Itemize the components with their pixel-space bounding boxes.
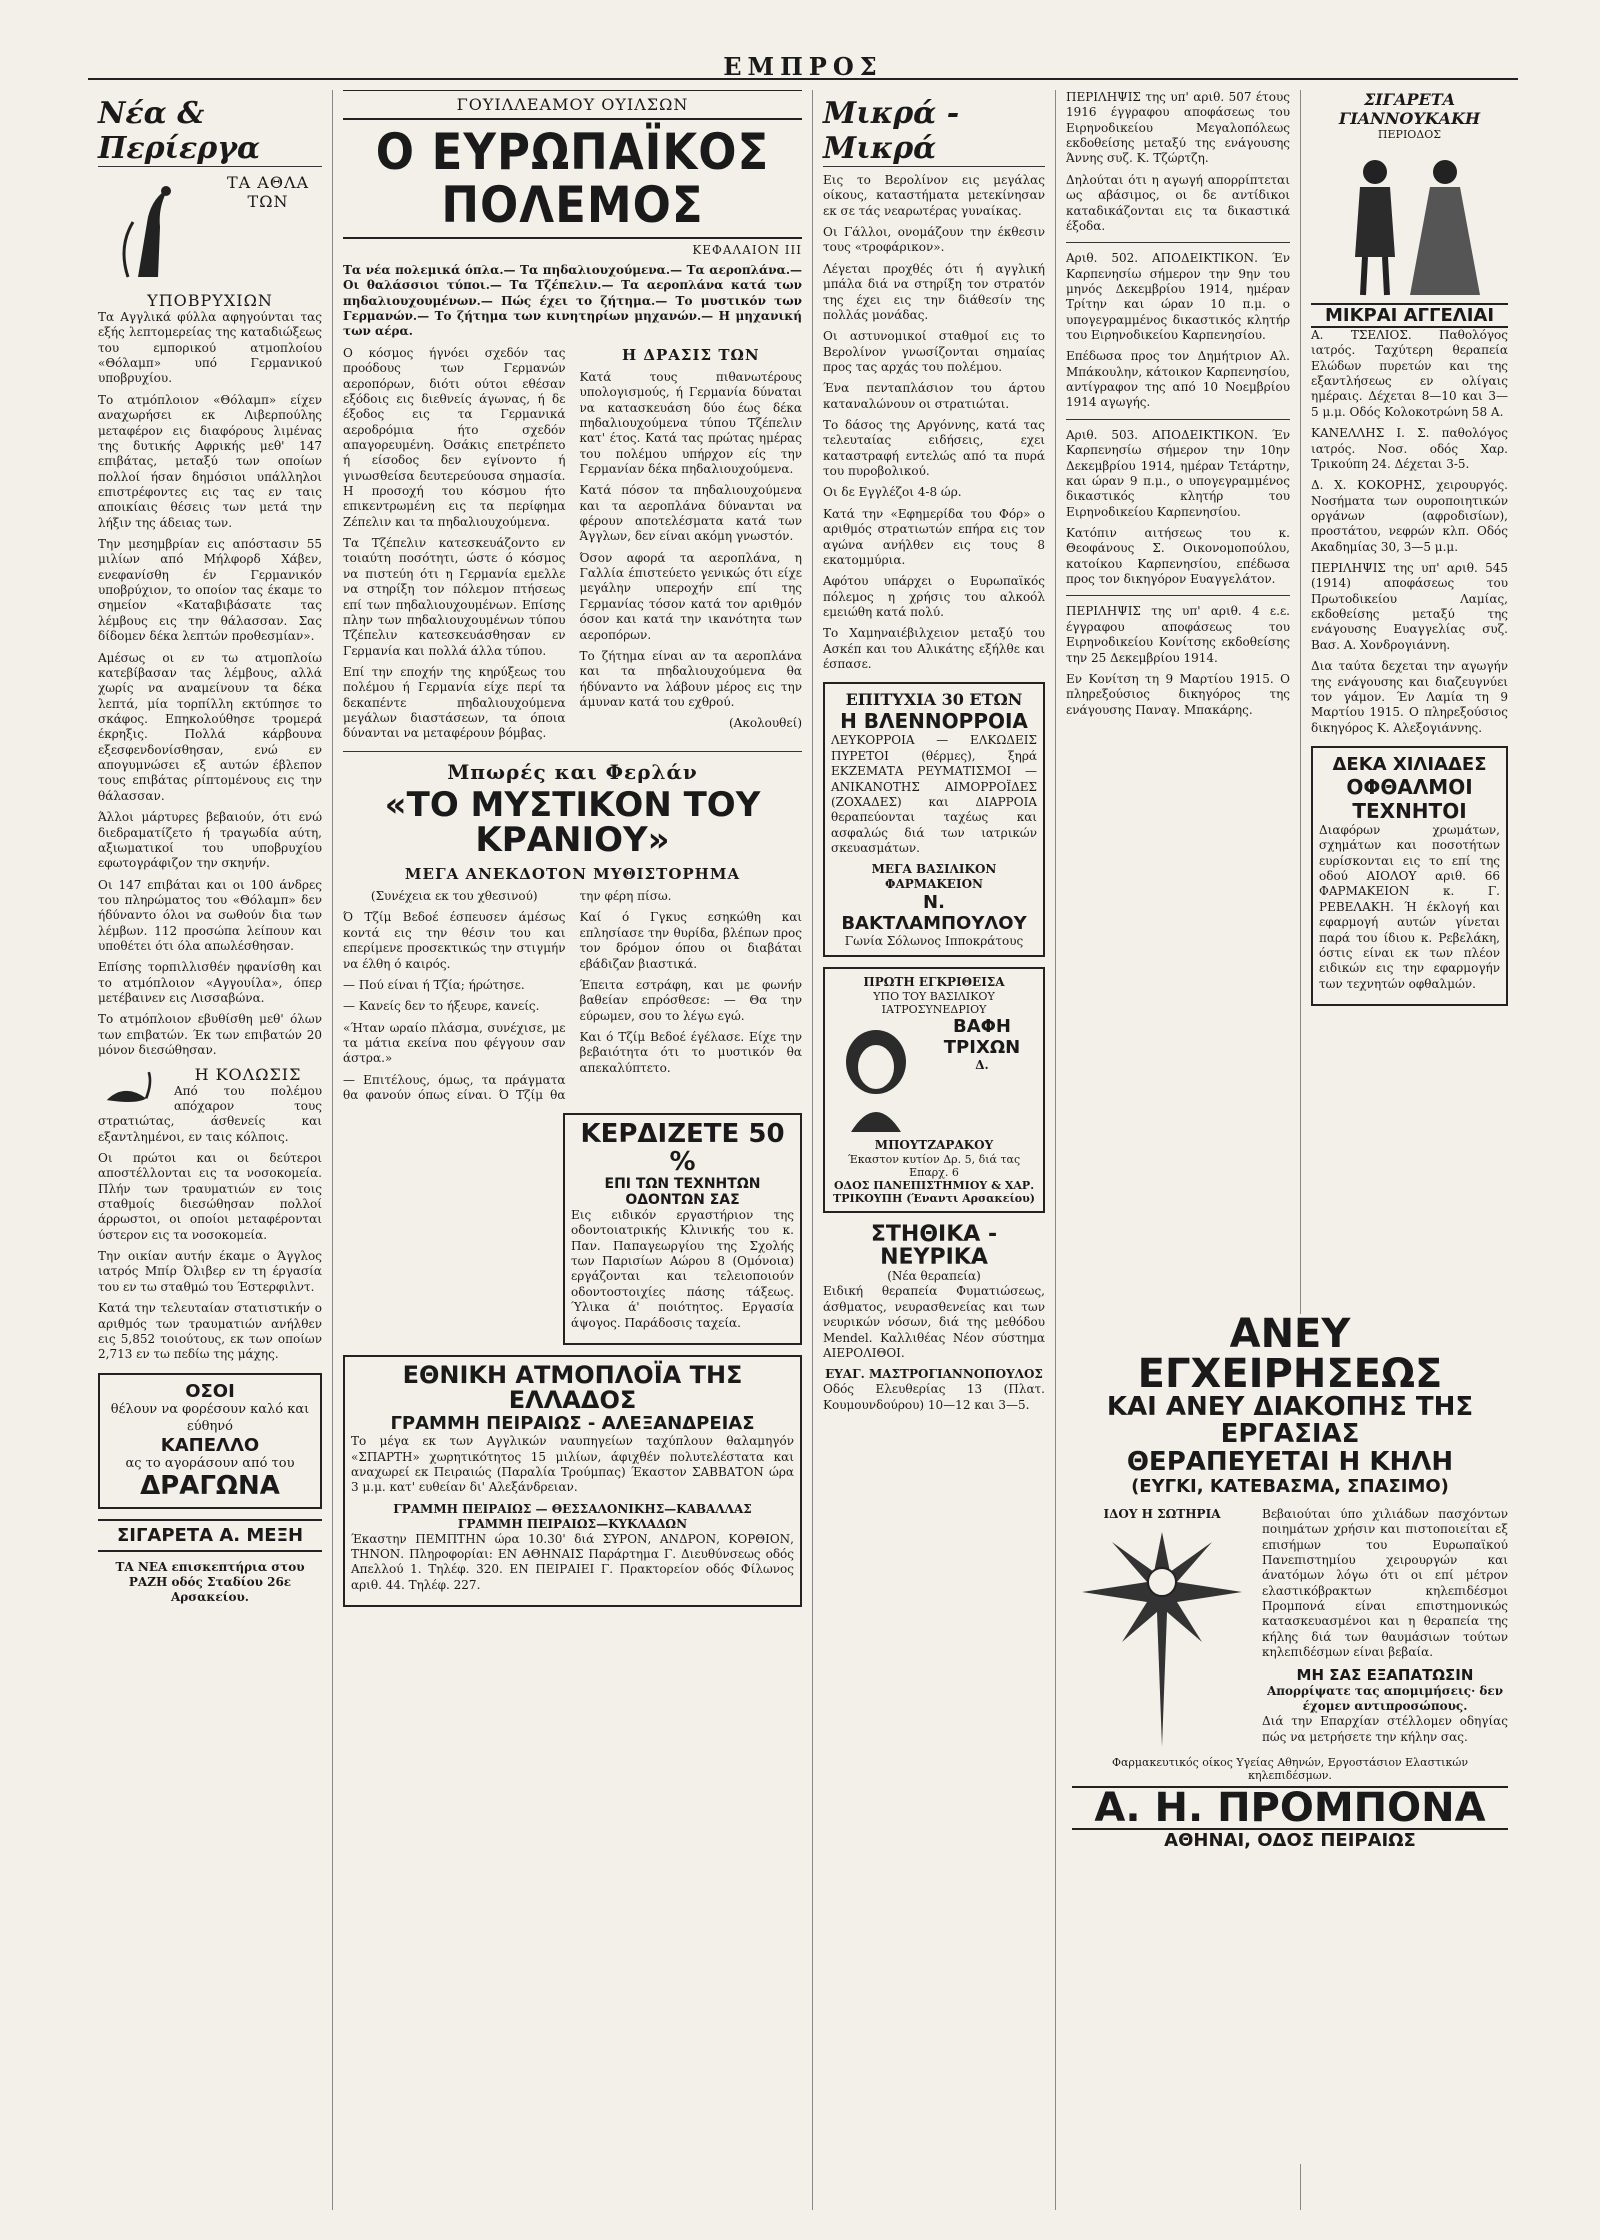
ad-line: ΕΠΙΤΥΧΙΑ 30 ΕΤΩΝ bbox=[845, 690, 1023, 710]
figure-label: ΙΔΟΥ Η ΣΩΤΗΡΙΑ bbox=[1103, 1506, 1221, 1521]
article-paragraph: Και ό Τζίμ Βεδοέ έγέλασε. Είχε την βεβαιότητα ότι το μυστικόν θα απεκαλύπτετο. bbox=[579, 1030, 802, 1075]
ad-line: ΜΗ ΣΑΣ ΕΞΑΠΑΤΩΣΙΝ bbox=[1296, 1666, 1474, 1685]
ad-text: Οδός Ελευθερίας 13 (Πλατ. Κουμουνδούρου) 10—12 και 3—5. bbox=[823, 1382, 1045, 1412]
news-item: Κατά την «Εφημερίδα του Φόρ» ο αριθμός στρατιωτών επήρα εις τον αγώνα ανήλθεν εις τους 8 εκατομμύρια. bbox=[823, 506, 1045, 567]
ad-address: ΑΘΗΝΑΙ, ΟΔΟΣ ΠΕΙΡΑΙΩΣ bbox=[1164, 1829, 1416, 1851]
ad-line: Δ. ΜΠΟΥΤΖΑΡΑΚΟΥ bbox=[874, 1058, 994, 1153]
continued-note: (Ακολουθεί) bbox=[728, 716, 802, 731]
serial-body bbox=[343, 889, 802, 1103]
ad-line: Γωνία Σόλωνος Ιπποκράτους bbox=[844, 934, 1024, 949]
ad-line: ΘΕΡΑΠΕΥΕΤΑΙ Η ΚΗΛΗ bbox=[1126, 1446, 1454, 1477]
ad-text: Διά την Επαρχίαν στέλλομεν οδηγίας πώς να μετρήσετε την κήλην σας. bbox=[1262, 1714, 1508, 1744]
ad-line: ας το αγοράσουν από του bbox=[125, 1456, 295, 1472]
woman-portrait-icon bbox=[831, 1022, 921, 1132]
ad-line: (ΕΥΓΚΙ, ΚΑΤΕΒΑΣΜΑ, ΣΠΑΣΙΜΟ) bbox=[1131, 1475, 1449, 1497]
hernia-advertisement bbox=[1062, 1311, 1518, 2164]
news-item: Οι δε Εγγλέζοι 4-8 ώρ. bbox=[823, 485, 962, 500]
article-subhead: Η ΔΡΑΣΙΣ ΤΩΝ bbox=[621, 345, 760, 364]
ad-title: ΣΤΗΘΙΚΑ - ΝΕΥΡΙΚΑ bbox=[870, 1222, 998, 1271]
ad-line: ΓΡΑΜΜΗ ΠΕΙΡΑΙΩΣ - ΑΛΕΞΑΝΔΡΕΙΑΣ bbox=[390, 1413, 755, 1435]
news-item: Οι Γάλλοι, ονομάζουν την έκθεσιν τους «τροφάρικον». bbox=[823, 225, 1045, 255]
ad-brand: Α. Η. ΠΡΟΜΠΟΝΑ bbox=[1072, 1786, 1508, 1830]
article-paragraph: Την μεσημβρίαν εις απόστασιν 55 μιλίων από Μήλφορδ Χάβεν, ενεφανίσθη έν Γερμανικόν υποβρύχιον, το οποίον τας έκαμε το σημείον «Καταβιβάσατε τας λέμβους εις την θάλασσαν. Σας δίδομεν δέκα λεπτών προθεσμίαν». bbox=[98, 537, 322, 644]
article-paragraph: Το ζήτημα είναι αν τα αεροπλάνα και τα πηδαλιουχούμενα θα ήδύναντο να λάβουν μέρος εις την άμυναν κατά του εχθρού. bbox=[579, 648, 802, 709]
divider bbox=[343, 751, 802, 752]
ad-line: Απορρίψατε τας απομιμήσεις· δεν έχομεν αντιπροσώπους. bbox=[1266, 1684, 1504, 1714]
article-kicker: ΤΑ ΑΘΛΑ ΤΩΝ ΥΠΟΒΡΥΧΙΩΝ bbox=[147, 173, 310, 310]
article-body bbox=[343, 346, 802, 743]
ad-line: ΓΡΑΜΜΗ ΠΕΙΡΑΙΩΣ — ΘΕΣΣΑΛΟΝΙΚΗΣ—ΚΑΒΑΛΛΑΣ bbox=[393, 1501, 752, 1516]
ad-subtitle: ΕΠΙ ΤΩΝ ΤΕΧΝΗΤΩΝ ΟΔΟΝΤΩΝ ΣΑΣ bbox=[604, 1176, 761, 1209]
legal-notice: Εν Κονίτση τη 9 Μαρτίου 1915. Ο πληρεξούσιος δικηγόρος της ενάγουσης Παναγ. Μπακάρης. bbox=[1066, 671, 1290, 717]
article-paragraph: Αμέσως οι εν τω ατμοπλοίω κατεβίβασαν τας λέμβους, αλλά χωρίς να αναμείνουν τα δέκα λεπτά, μία τορπίλλη εκτύπησε το σκάφος. Επηκολούθησε τρομερά έκρηξις. Πολλά κάρβουνα εξεσφενδονίσθησαν, ενώ εν απογυμνώσει εξ αυτών έβλεπον τους επιβάτας ρίπτομένους εις την θάλασσαν. bbox=[98, 650, 322, 803]
newspaper-title: ΕΜΠΡΟΣ bbox=[723, 52, 883, 81]
classified-ad: Δια ταύτα δεχεται την αγωγήν της ενάγουσης και διαζευγνύει τον γάμον. Έν Λαμία τη 9 Μαρτίου 1915. Ο πληρεξούσιος δικηγόρος Κ. Αλεξογιάννης. bbox=[1311, 659, 1508, 735]
article-paragraph: Κατά πόσον τα πηδαλιουχούμενα και τα αεροπλάνα δύνανται να φέρουν αποτελέσματα κατά των Άγγλων, δεν είναι ακόμη γνωστόν. bbox=[579, 483, 802, 544]
article-paragraph: — Κανείς δεν το ήξευρε, κανείς. bbox=[343, 999, 540, 1014]
article-paragraph: Ό Τζίμ Βεδοέ έσπευσεν άμέσως κοντά εις την θέσιν του και επερίμενε προσεκτικώς την στιγμήν να έλθη ό καιρός. bbox=[343, 910, 566, 971]
article-title: Ο ΕΥΡΩΠΑΪΚΟΣ ΠΟΛΕΜΟΣ bbox=[343, 118, 802, 239]
article-paragraph: Το ατμόπλοιον εβυθίσθη μεθ' όλων των επιβατών. Έκ των επιβατών 20 μόνον διεσώθησαν. bbox=[98, 1012, 322, 1058]
serial-continued: (Συνέχεια εκ του χθεσινού) bbox=[370, 889, 538, 904]
article-paragraph: Κατά την τελευταίαν στατιστικήν ο αριθμός των τραυματιών ανήλθεν εις 5,852 τοιούτους, εκ των οποίων 2,713 εν τω πεδίω της μάχης. bbox=[98, 1301, 322, 1362]
article-paragraph: Από του πολέμου απόχαρον τους στρατιώτας, άσθενείς και εξαντλημένοι, εν ταις κόλποις. bbox=[98, 1083, 322, 1144]
news-item: Το δάσος της Αργόννης, κατά τας τελευταίας ειδήσεις, εχει καταστραφή εντελώς από τα πυρά του πυροβολικού. bbox=[823, 418, 1045, 479]
classified-ad: Α. ΤΣΕΛΙΟΣ. Παθολόγος ιατρός. Ταχύτερη θεραπεία Ελώδων πυρετών και της εξαντλήσεως εν ολίγαις ημέραις. Δέχεται 8—10 και 3—5 μ.μ. Οδός Κολοκοτρώνη 58 Α. bbox=[1311, 328, 1508, 419]
ad-line: ΟΣΟΙ bbox=[185, 1380, 235, 1402]
classified-ad: ΠΕΡΙΛΗΨΙΣ της υπ' αριθ. 545 (1914) αποφάσεως του Πρωτοδικείου Λαμίας, εκδοθείσης μεταξύ της ενάγουσης Ευαγγελίας συζ. Βασ. Α. Χονδρογιάννη. bbox=[1311, 561, 1508, 652]
ad-line: ΔΡΑΓΩΝΑ bbox=[140, 1471, 280, 1502]
serial-subtitle: ΜΕΓΑ ΑΝΕΚΔΟΤΟΝ ΜΥΘΙΣΤΟΡΗΜΑ bbox=[404, 865, 741, 884]
column-short-news bbox=[813, 90, 1056, 2210]
ad-line: Ν. ΒΑΚΤΛΑΜΠΟΥΛΟΥ bbox=[841, 892, 1027, 935]
news-item: Αφότου υπάρχει ο Ευρωπαϊκός πόλεμος η χρήσις του αλκοόλ εμειώθη κατά πολύ. bbox=[823, 574, 1045, 619]
article-paragraph: Το ατμόπλοιον «Θόλαμπ» είχεν αναχωρήσει εκ Λιβερπούλης μεταφέρον εις διαφόρους λιμένας της δυτικής Αφρικής μεθ' 147 επιβάτας, μεταξύ των οποίων πολλοί ήσαν δημόσιοι υπάλληλοι επιστρέφοντες εις τας εν ταις αποικίαις θέσεις των μετά την λήξιν της άδειας των. bbox=[98, 392, 322, 530]
ad-line: Έκαστον κυτίον Δρ. 5, διά τας Επαρχ. 6 bbox=[847, 1153, 1021, 1180]
ad-line: ΚΑΠΕΛΛΟ bbox=[160, 1435, 260, 1457]
legal-notice: Κατόπιν αιτήσεως του κ. Θεοφάνους Σ. Οικονομοπούλου, κατοίκου Καρπενησίου, επέδωσα προς τον δικηγόρον Ευαγγελάτον. bbox=[1066, 525, 1290, 587]
ad-line: ΚΑΙ ΑΝΕΥ ΔΙΑΚΟΠΗΣ ΤΗΣ ΕΡΓΑΣΙΑΣ bbox=[1106, 1392, 1474, 1450]
article-paragraph: Τα Τζέπελιν κατεσκευάζοντο εν τοιαύτη ποσότητι, ώστε ό κόσμος να πιστεύη ότι η Γερμανία εμελλε να στηρίξη τον πόλεμον πτήσεως επί των πηδαλιουχουμένων. Επίσης πλην των πηδαλιουχουμένων τύπου Τζέπελιν κατεσκευάσθησαν εν Γερμανία και πολλά άλλα τύπου. bbox=[343, 536, 566, 658]
couple-illustration-icon bbox=[1315, 147, 1505, 297]
ad-line: ΟΔΟΣ ΠΑΝΕΠΙΣΤΗΜΙΟΥ & ΧΑΡ. ΤΡΙΚΟΥΠΗ (Έναντι Αρσακείου) bbox=[833, 1179, 1035, 1206]
legal-notice: Επέδωσα προς τον Δημήτριον Αλ. Μπάκουλην, κάτοικον Καρπενησίου, αντίγραφον της από 10 Νοεμβρίου 1914 αγωγής. bbox=[1066, 349, 1290, 410]
cigarette-sub: ΠΕΡΙΟΔΟΣ bbox=[1377, 128, 1442, 141]
article-kicker: Η ΚΟΛΩΣΙΣ bbox=[194, 1064, 302, 1084]
chapter-label: ΚΕΦΑΛΑΙΟΝ ΙΙΙ bbox=[692, 243, 802, 257]
peacock-illustration-icon bbox=[98, 177, 208, 287]
article-paragraph: Έπειτα εστράφη, και με φωνήν βαθείαν επρόσθεσε: — Θα την εύρωμεν, σου το λέγω εγώ. bbox=[579, 977, 802, 1023]
news-item: Εις το Βερολίνον εις μεγάλας οίκους, καταστήματα μετεκίνησαν εκ σε τάς νεαρωτέρας γυναίκας. bbox=[823, 173, 1045, 218]
legal-notice: Αριθ. 503. ΑΠΟΔΕΙΚΤΙΚΟΝ. Έν Καρπενησίω σήμερον την 10ην Δεκεμβρίου 1914, ημέραν Τετάρτην, και ώραν 9 π.μ., ο υπογεγραμμένος δικαστικός κλητήρ του Ειρηνοδικείου Καρπενησίου. bbox=[1066, 427, 1290, 519]
article-paragraph: — Πού είναι ή Τζία; ήρώτησε. bbox=[343, 977, 525, 992]
column-news bbox=[88, 90, 333, 2210]
article-paragraph: Οι 147 επιβάται και οι 100 άνδρες του πληρώματος του «Θόλαμπ» δεν ήδύναντο όλοι να σωθούν δια των λέμβων. 112 προσώπα λείπουν και υποθέτει ότι όλα απωλέσθησαν. bbox=[98, 877, 322, 954]
ad-text: Το μέγα εκ των Αγγλικών ναυπηγείων ταχύπλουν θαλαμηγόν «ΣΠΑΡΤΗ» χωρητικότητος 15 μιλίων, άφιχθέν πολυτελέστατα και αναχωρεί εκ Πειραιώς (Παραλία Τρούμπας) Έκαστον ΣΑΒΒΑΤΟΝ ώρα 3 μ.μ. κατ' ευθείαν δι' Αλεξάνδρειαν. bbox=[351, 1434, 794, 1495]
ad-text: Εις ειδικόν εργαστήριον της οδοντοιατρικής Κλινικής του κ. Παν. Παπαγεωργίου της Σχολής των Παρισίων Αώρου 8 (Ομόνοια) εργάζονται και τελειοποιούν οδοντοστοιχίες πάσης τάξεως. Ύλικα ά' ποιότητος. Εργασία άψογος. Παράδοσις ταχεία. bbox=[571, 1208, 794, 1330]
ad-line: ΠΡΩΤΗ ΕΓΚΡΙΘΕΙΣΑ bbox=[863, 975, 1005, 990]
hat-advertisement bbox=[98, 1373, 322, 1509]
news-item: Λέγεται προχθές ότι ή αγγλική μπάλα διά να στηρίξη τον στρατόν της έχει εις την διάθεσίν της πολλάς μονάδας. bbox=[823, 261, 1045, 322]
article-paragraph: — Επιτέλους, όμως, τα πράγματα θα φανούν όπως είναι. Ό Τζίμ θα την φέρη πίσω. bbox=[343, 889, 672, 1103]
ad-title: ΒΑΦΗ ΤΡΙΧΩΝ bbox=[943, 1016, 1021, 1059]
article-paragraph: Οι πρώτοι και οι δεύτεροι αποστέλλονται εις τα νοσοκομεία. Πλήν των τραυματιών εν τοις σταθμοίς διεσώθησαν πολλοί άρρωστοι, οι οποίοι μεταφέρονται ύστερον εις τα νοσοκομεία. bbox=[98, 1150, 322, 1242]
article-kicker: ΓΟΥΙΛΛΕΑΜΟΥ ΟΥΙΛΣΩΝ bbox=[343, 90, 802, 114]
ad-footer: Φαρμακευτικός οίκος Υγείας Αθηνών, Εργοστάσιον Ελαστικών κηλεπιδέσμων. bbox=[1111, 1755, 1469, 1782]
article-paragraph: «Ήταν ωραίο πλάσμα, συνέχισε, με τα μάτια εκείνα που φέγγουν σαν άστρα.» bbox=[343, 1020, 566, 1066]
swan-illustration-icon bbox=[98, 1065, 168, 1109]
serial-title: «ΤΟ ΜΥΣΤΙΚΟΝ ΤΟΥ ΚΡΑΝΙΟΥ» bbox=[384, 784, 761, 861]
article-paragraph: Τα Αγγλικά φύλλα αφηγούνται τας εξής λεπτομερείας της καταδιώξεως του εμπορικού ατμοπλοίου «Θόλαμπ» υπό Γερμανικού υποβρυχίου. bbox=[98, 310, 322, 386]
legal-notice: ΠΕΡΙΛΗΨΙΣ της υπ' αριθ. 4 ε.ε. έγγραφου αποφάσεως του Ειρηνοδικείου Κονίτσης εκδοθείσης την 25 Δεκεμβρίου 1914. bbox=[1066, 604, 1290, 665]
ad-text: ΛΕΥΚΟΡΡΟΙΑ — ΕΛΚΩΔΕΙΣ ΠΥΡΕΤΟΙ (θέρμες), ξηρά ΕΚΖΕΜΑΤΑ ΡΕΥΜΑΤΙΣΜΟΙ — ΑΝΙΚΑΝΟΤΗΣ ΑΙΜΟΡΡΟΪΔΕΣ (ΖΟΧΑΔΕΣ) και ΔΙΑΡΡΟΙΑ θεραπεύονται ταχέως και ασφαλώς διά των ιατρικών σκευασμάτων. bbox=[831, 733, 1037, 855]
hair-dye-advertisement bbox=[823, 967, 1045, 1213]
news-item: Οι αστυνομικοί σταθμοί εις το Βερολίνον γνωσίζονται σημαίας προς τας αρχάς του πολέμου. bbox=[823, 329, 1045, 374]
divider bbox=[1066, 419, 1290, 420]
ad-line: ΕΥΑΓ. ΜΑΣΤΡΟΓΙΑΝΝΟΠΟΥΛΟΣ bbox=[825, 1367, 1043, 1382]
ad-line: ΓΡΑΜΜΗ ΠΕΙΡΑΙΩΣ—ΚΥΚΛΑΔΩΝ bbox=[457, 1516, 688, 1531]
ad-text: Ειδική θεραπεία Φυματιώσεως, άσθματος, νευρασθενείας και των νευρικών νόσων, διά της μεθόδου Μendel. Καλλιθέας Νέον σύστημα ΑΙΕΡΟΛΙΘΟΙ. bbox=[823, 1284, 1045, 1360]
legal-notice: Δηλούται ότι η αγωγή απορρίπτεται ως αβάσιμος, οι δε αντίδικοι καταδικάζονται εις τα δικαστικά έξοδα. bbox=[1066, 172, 1290, 233]
figure-illustration-icon bbox=[1072, 1522, 1252, 1752]
section-heading: Νέα & Περίεργα bbox=[98, 96, 322, 167]
ad-title: ΑΝΕΥ ΕΓΧΕΙΡΗΣΕΩΣ bbox=[1137, 1311, 1443, 1397]
classified-ad: ΚΑΝΕΛΛΗΣ Ι. Σ. παθολόγος ιατρός. Νοσ. οδός Χαρ. Τρικούπη 24. Δέχεται 3-5. bbox=[1311, 426, 1508, 471]
classified-ad: Δ. Χ. ΚΟΚΟΡΗΣ, χειρουργός. Νοσήματα των ουροποιητικών οργάνων (αφροδισίων), προστάτου, νεφρών κλπ. Οδός Ακαδημίας 30, 3—5 μ.μ. bbox=[1311, 478, 1508, 554]
article-paragraph: Όσον αφορά τα αεροπλάνα, η Γαλλία έπιστεύετο γενικώς ότι είχε μεγάλην υπεροχήν επί της Γερμανίας τόσον κατά τον αριθμόν όσον και κατά την ικανότητα των αεροπόρων. bbox=[579, 550, 802, 642]
ad-line: ΜΕΓΑ ΒΑΣΙΛΙΚΟΝ ΦΑΡΜΑΚΕΙΟΝ bbox=[871, 862, 997, 892]
article-paragraph: Κατά τους πιθανωτέρους υπολογισμούς, ή Γερμανία δύναται να κατασκευάση δύο έως δέκα πηδαλιουχούμενα τύπου Τζέπελιν κατ' έτος. Κατά τας πρώτας ημέρας του πολέμου υπήρχον είς την Γερμανίαν δέκα πηδαλιουχούμενα. bbox=[579, 369, 802, 476]
news-item: Το Χαμηναιέβιλχειον μεταξύ του Ασκέπ και του Αλικάτης εξήλθε και έσπασε. bbox=[823, 626, 1045, 672]
news-item: Ένα πενταπλάσιον του άρτου καταναλώνουν οι στρατιώται. bbox=[823, 381, 1045, 411]
cigarette-advertisement: ΣΙΓΑΡΕΤΑ Α. ΜΕΞΗ bbox=[98, 1519, 322, 1552]
legal-notice: ΠΕΡΙΛΗΨΙΣ της υπ' αριθ. 507 έτους 1916 έγγραφου αποφάσεως του Ειρηνοδικείου Μεγαλοπόλεως εκδοθείσης μεταξύ της ενάγουσης Άννης συζ. Κ. Τζώρτζη. bbox=[1066, 90, 1290, 166]
column-main bbox=[333, 90, 813, 2210]
cigarette-label: ΣΙΓΑΡΕΤΑ ΓΙΑΝΝΟΥΚΑΚΗ bbox=[1338, 90, 1481, 128]
masthead bbox=[88, 52, 1518, 80]
divider bbox=[1066, 595, 1290, 596]
ad-subtitle: (Νέα θεραπεία) bbox=[887, 1269, 981, 1284]
legal-notice: Αριθ. 502. ΑΠΟΔΕΙΚΤΙΚΟΝ. Έν Καρπενησίω σήμερον την 9ην του μηνός Δεκεμβρίου 1914, ημέραν Τρίτην και ώραν 10 π.μ. ο υπογεγραμμένος δικαστικός κλητήρ του Ειρηνοδικείου Καρπενησίου. bbox=[1066, 251, 1290, 343]
article-paragraph: Άλλοι μάρτυρες βεβαιούν, ότι ενώ διεδραματίζετο ή τραγωδία αύτη, αξιωματικοί του υποβρυχίου εφωτογράφιζον την σκηνήν. bbox=[98, 810, 322, 871]
ad-line: ΥΠΟ ΤΟΥ ΒΑΣΙΛΙΚΟΥ ΙΑΤΡΟΣΥΝΕΔΡΙΟΥ bbox=[873, 990, 995, 1017]
ad-title: ΟΦΘΑΛΜΟΙ ΤΕΧΝΗΤΟΙ bbox=[1346, 774, 1473, 823]
ad-kicker: ΔΕΚΑ ΧΙΛΙΑΔΕΣ bbox=[1332, 753, 1487, 775]
divider bbox=[1066, 242, 1290, 243]
bottom-note: ΤΑ ΝΕΑ επισκεπτήρια στου ΡΑΖΗ οδός Σταδίου 26ε Αρσακείου. bbox=[115, 1559, 305, 1605]
ad-title: ΕΘΝΙΚΗ ΑΤΜΟΠΛΟΪΑ ΤΗΣ ΕΛΛΑΔΟΣ bbox=[402, 1360, 743, 1415]
article-paragraph: Επίσης τορπιλλισθέν ηφανίσθη και το ατμόπλοιον «Αγγουίλα», όπερ μετέβαινεν εις Λισσαβώνα. bbox=[98, 960, 322, 1006]
dental-advertisement bbox=[563, 1113, 802, 1344]
ad-title: Η ΒΛΕΝΝΟΡΡΟΙΑ bbox=[840, 709, 1028, 734]
medical-advertisement bbox=[823, 682, 1045, 957]
artificial-eyes-advertisement bbox=[1311, 746, 1508, 1006]
ad-line: θέλουν να φορέσουν καλό και εύθηνό bbox=[110, 1401, 310, 1434]
ad-text: Βεβαιούται ύπο χιλιάδων πασχόντων ποιημάτων χρήσιν και πιστοποιείται εξ επισήμων του Ευρωπαϊκού Πανεπιστημίου χειρουργών και άνατόμων λόγω ότι οι επί μέτρον ελαστικόβρακτων κηλεπιδέσμοι Προμπονά είναι επιστημονικώς κατασκευασμένοι και η θεραπεία της κήλης διά των θαυμάσιων τούτων κηλεπιδέσμων είναι βεβαία. bbox=[1262, 1506, 1508, 1660]
shipping-advertisement bbox=[343, 1355, 802, 1607]
article-paragraph: Ο κόσμος ήγνόει σχεδόν τας προόδους των Γερμανών αεροπόρων, διότι ούτοι εθέσαν εξόδοις εις διεθνείς άγωνας, ή δε έξοδος εις τα Γερμανικά αεροδρόμια ήτο σχεδόν απαγορευμένη. Όσάκις επετρέπετο ή είσοδος δεν εγίνοντο ή γινωσθείσα δευτερεύουσα σημασία. Η προσοχή του κόσμου ήτο επικεντρωμένη εις τα περίφημα Ζέπελιν και τα πηδαλιουχούμενα. bbox=[343, 345, 566, 529]
ad-text: Διαφόρων χρωμάτων, σχημάτων και ποσοτήτων ευρίσκονται εις το επί της οδού ΑΙΟΛΟΥ αριθ. 66 ΦΑΡΜΑΚΕΙΟΝ κ. Γ. ΡΕΒΕΛΑΚΗ. Ή έκλογή και εφαρμογή αυτών γίνεται παρά του ίδιου κ. Ρεβελάκη, όστις είναι εκ των πλέον ειδικών εις την εφαρμογήν των τεχνητών οφθαλμών. bbox=[1319, 822, 1500, 991]
ad-text: Έκαστην ΠΕΜΠΤΗΝ ώρα 10.30' διά ΣΥΡΟΝ, ΑΝΔΡΟΝ, ΚΟΡΘΙΟΝ, ΤΗΝΟΝ. Πληροφορίαι: ΕΝ ΑΘΗΝΑΙΣ Παράρτημα Γ. Διευθύνσεως οδός Απελλού 1. Τηλέφ. 320. ΕΝ ΠΕΙΡΑΙΕΙ Γ. Πρακτορείον οδός Φίλωνος αριθ. 44. Τηλέφ. 227. bbox=[351, 1531, 794, 1592]
serial-authors: Μπωρές και Φερλάν bbox=[447, 759, 698, 784]
article-intro: Τα νέα πολεμικά όπλα.— Τα πηδαλιουχούμενα.— Τα αεροπλάνα.— Οι θαλάσσιοι τύποι.— Τα Τζέπελιν.— Τα αεροπλάνα κατά των πηδαλιουχουμένων.— Πώς έχει το ζήτημα.— Το μυστικόν των Γερμανών.— Το ζήτημα των κινητηρίων μηχανών.— Η μηχανική των αέρα. bbox=[343, 263, 802, 339]
ad-title: ΚΕΡΔΙΖΕΤΕ 50 % bbox=[580, 1119, 785, 1177]
article-paragraph: Καί ό Γγκυς εσηκώθη και επλησίασε την θυρίδα, βλέπων προς τον δρόμον όπου οι διαβάται εβάδιζαν βιαστικά. bbox=[579, 910, 802, 971]
article-paragraph: Την οικίαν αυτήν έκαμε ο Άγγλος ιατρός Μπίρ Όλιβερ εν τη έργασία του εν τω σταθμώ του Έστερφιλντ. bbox=[98, 1249, 322, 1294]
section-heading: Μικρά - Μικρά bbox=[823, 96, 1045, 167]
article-paragraph: Επί την εποχήν της κηρύξεως του πολέμου ή Γερμανία είχε περί τα δεκαπέντε πηδαλιουχούμενα μεγάλων διαστάσεων, τα όποια δύνανται να μεταφέρουν βόμβας. bbox=[343, 664, 566, 741]
classifieds-heading: ΜΙΚΡΑΙ ΑΓΓΕΛΙΑΙ bbox=[1311, 303, 1508, 328]
